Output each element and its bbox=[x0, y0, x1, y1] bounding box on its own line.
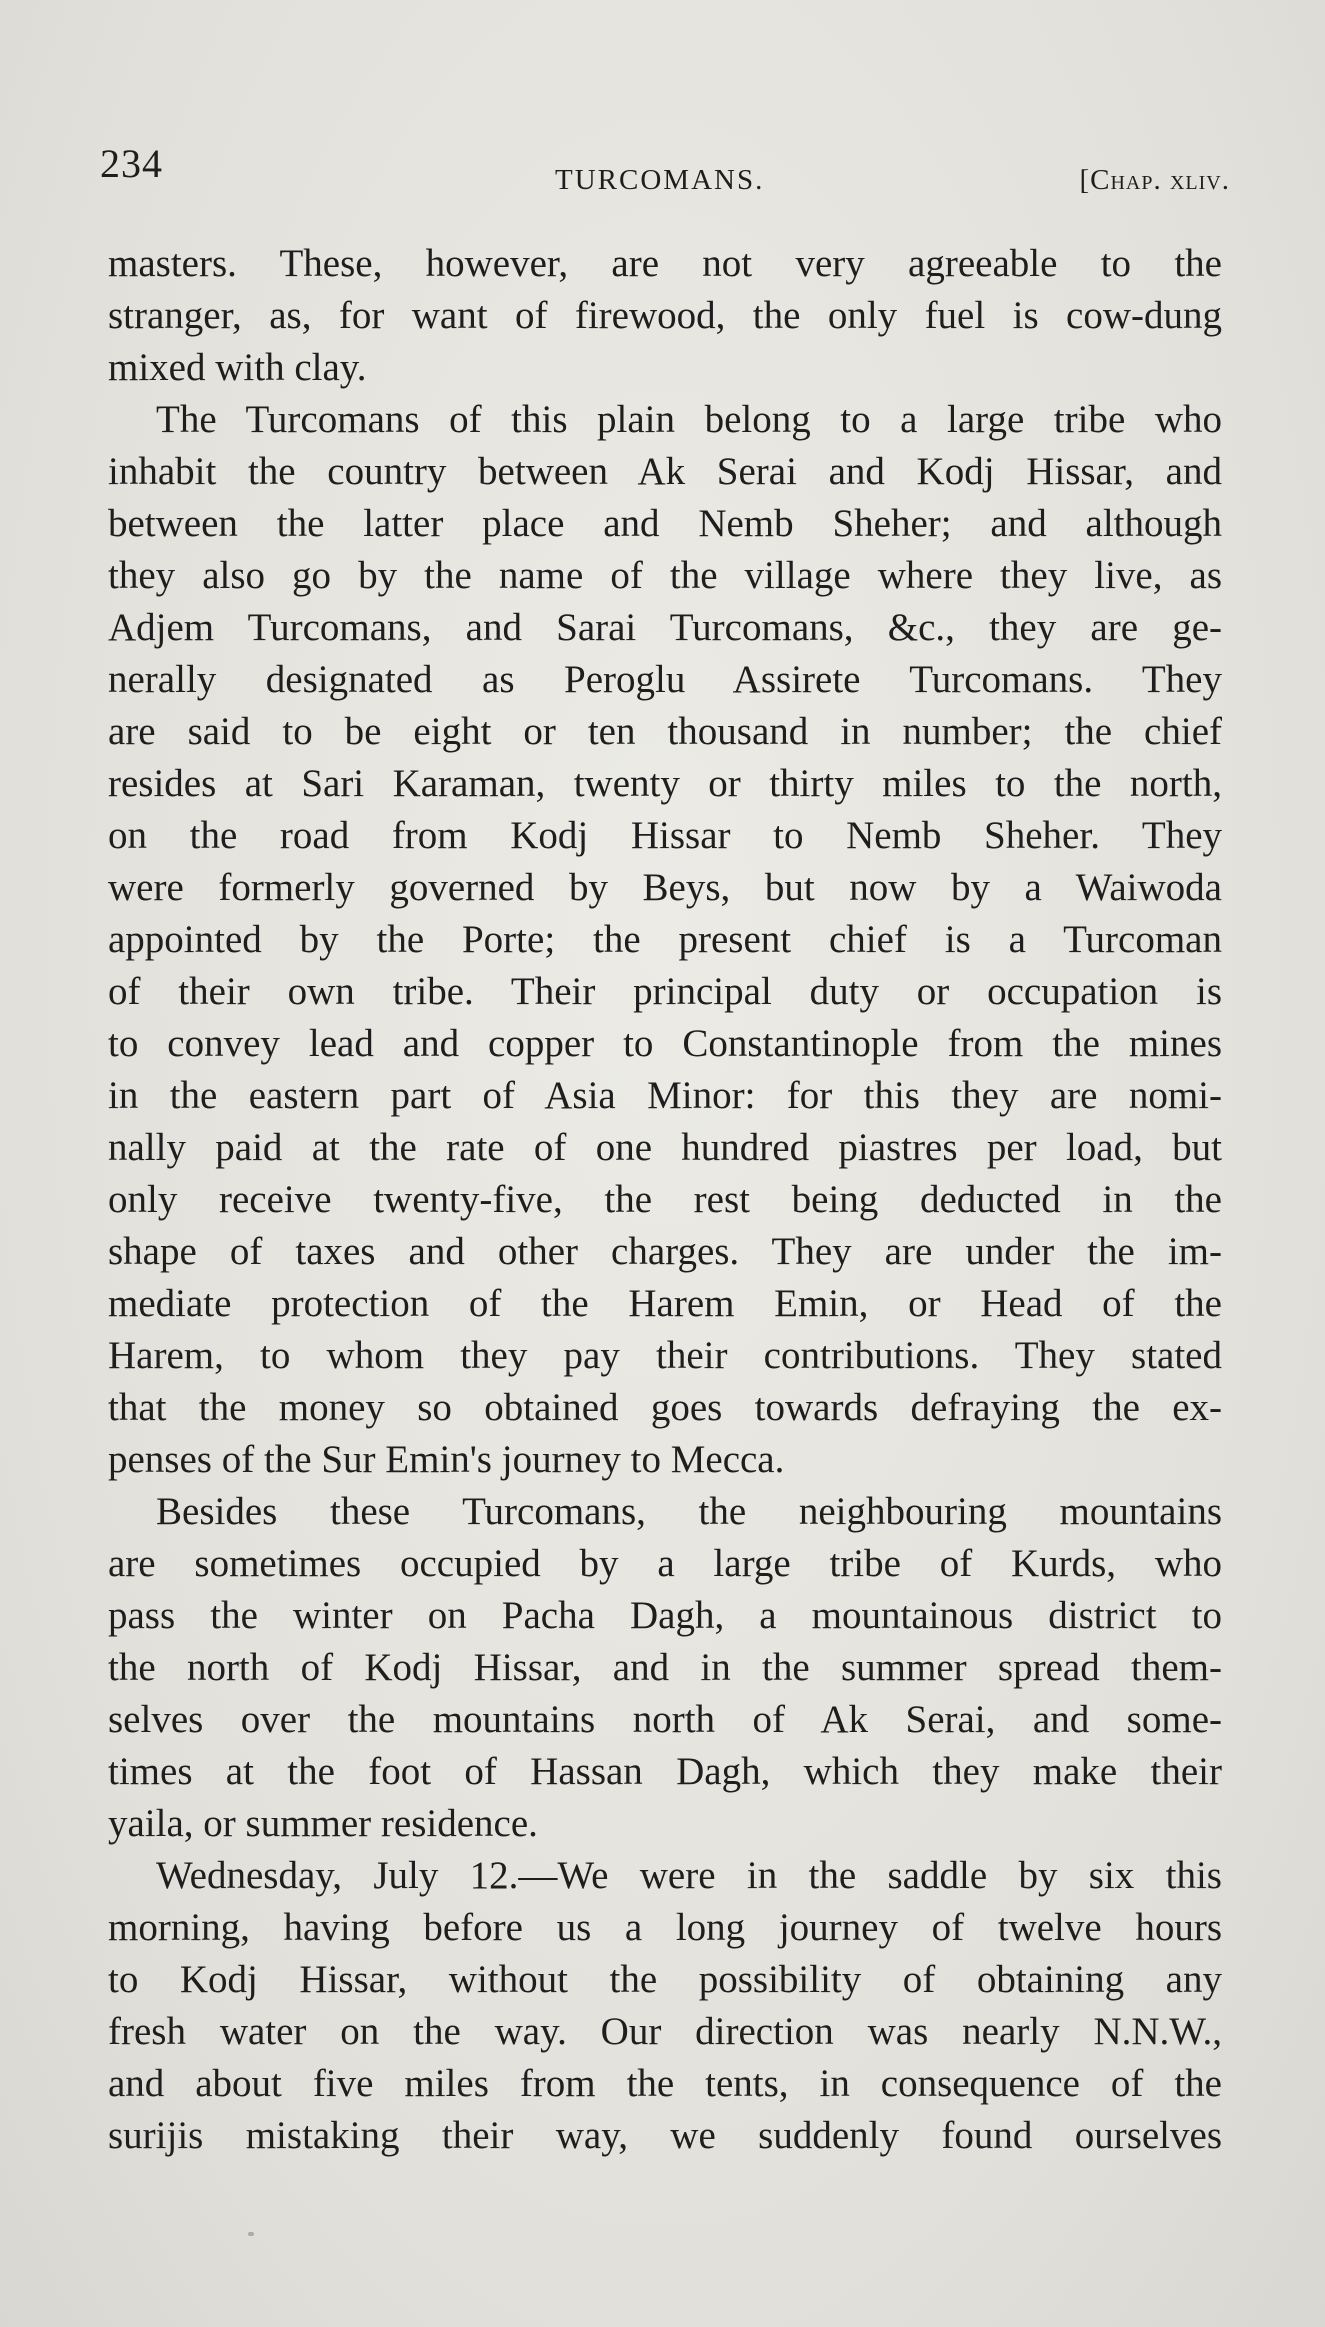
text-line: of their own tribe. Their principal duty or occupation is bbox=[108, 970, 1222, 1013]
running-title: TURCOMANS. bbox=[555, 164, 765, 196]
text-line: appointed by the Porte; the present chief is a Turcoman bbox=[108, 918, 1222, 961]
text-line: selves over the mountains north of Ak Serai, and some- bbox=[108, 1698, 1222, 1741]
text-line: that the money so obtained goes towards defraying the ex- bbox=[108, 1386, 1222, 1429]
text-line: Harem, to whom they pay their contributions. They stated bbox=[108, 1334, 1222, 1377]
text-line: the north of Kodj Hissar, and in the summer spread them- bbox=[108, 1646, 1222, 1689]
text-line: Adjem Turcomans, and Sarai Turcomans, &c., they are ge- bbox=[108, 606, 1222, 649]
paper-speck bbox=[248, 2232, 254, 2236]
text-line: were formerly governed by Beys, but now by a Waiwoda bbox=[108, 866, 1222, 909]
text-line: are said to be eight or ten thousand in number; the chief bbox=[108, 710, 1222, 753]
text-line: nerally designated as Peroglu Assirete Turcomans. They bbox=[108, 658, 1222, 701]
text-line: yaila, or summer residence. bbox=[108, 1802, 538, 1845]
text-line: they also go by the name of the village where they live, as bbox=[108, 554, 1222, 597]
body-text bbox=[108, 238, 1222, 2162]
text-line: on the road from Kodj Hissar to Nemb Sheher. They bbox=[108, 814, 1222, 857]
text-line: in the eastern part of Asia Minor: for this they are nomi- bbox=[108, 1074, 1222, 1117]
chapter-reference bbox=[1079, 164, 1230, 197]
text-line: are sometimes occupied by a large tribe of Kurds, who bbox=[108, 1542, 1222, 1585]
text-line: surijis mistaking their way, we suddenly found ourselves bbox=[108, 2114, 1222, 2157]
chapter-reference-text: Chap. xliv. bbox=[1090, 164, 1230, 196]
chapter-reference-bracket: [ bbox=[1079, 164, 1091, 196]
running-head bbox=[100, 140, 1230, 200]
text-line: fresh water on the way. Our direction was nearly N.N.W., bbox=[108, 2010, 1222, 2053]
text-line: shape of taxes and other charges. They are under the im- bbox=[108, 1230, 1222, 1273]
text-line: mixed with clay. bbox=[108, 346, 367, 389]
text-line: The Turcomans of this plain belong to a large tribe who bbox=[156, 398, 1222, 441]
text-line: and about five miles from the tents, in consequence of the bbox=[108, 2062, 1222, 2105]
text-line: morning, having before us a long journey of twelve hours bbox=[108, 1906, 1222, 1949]
text-line: stranger, as, for want of firewood, the only fuel is cow-dung bbox=[108, 294, 1222, 337]
text-line: Wednesday, July 12.—We were in the saddle by six this bbox=[156, 1854, 1222, 1897]
text-line: to convey lead and copper to Constantinople from the mines bbox=[108, 1022, 1222, 1065]
text-line: nally paid at the rate of one hundred piastres per load, but bbox=[108, 1126, 1222, 1169]
text-line: pass the winter on Pacha Dagh, a mountainous district to bbox=[108, 1594, 1222, 1637]
text-line: resides at Sari Karaman, twenty or thirty miles to the north, bbox=[108, 762, 1222, 805]
text-line: only receive twenty-five, the rest being deducted in the bbox=[108, 1178, 1222, 1221]
text-line: Besides these Turcomans, the neighbouring mountains bbox=[156, 1490, 1222, 1533]
text-line: inhabit the country between Ak Serai and Kodj Hissar, and bbox=[108, 450, 1222, 493]
text-line: between the latter place and Nemb Sheher; and although bbox=[108, 502, 1222, 545]
text-line: times at the foot of Hassan Dagh, which they make their bbox=[108, 1750, 1222, 1793]
text-line: penses of the Sur Emin's journey to Mecca. bbox=[108, 1438, 785, 1481]
text-line: to Kodj Hissar, without the possibility of obtaining any bbox=[108, 1958, 1222, 2001]
text-line: mediate protection of the Harem Emin, or Head of the bbox=[108, 1282, 1222, 1325]
text-line: masters. These, however, are not very agreeable to the bbox=[108, 242, 1222, 285]
page-number: 234 bbox=[100, 141, 163, 186]
